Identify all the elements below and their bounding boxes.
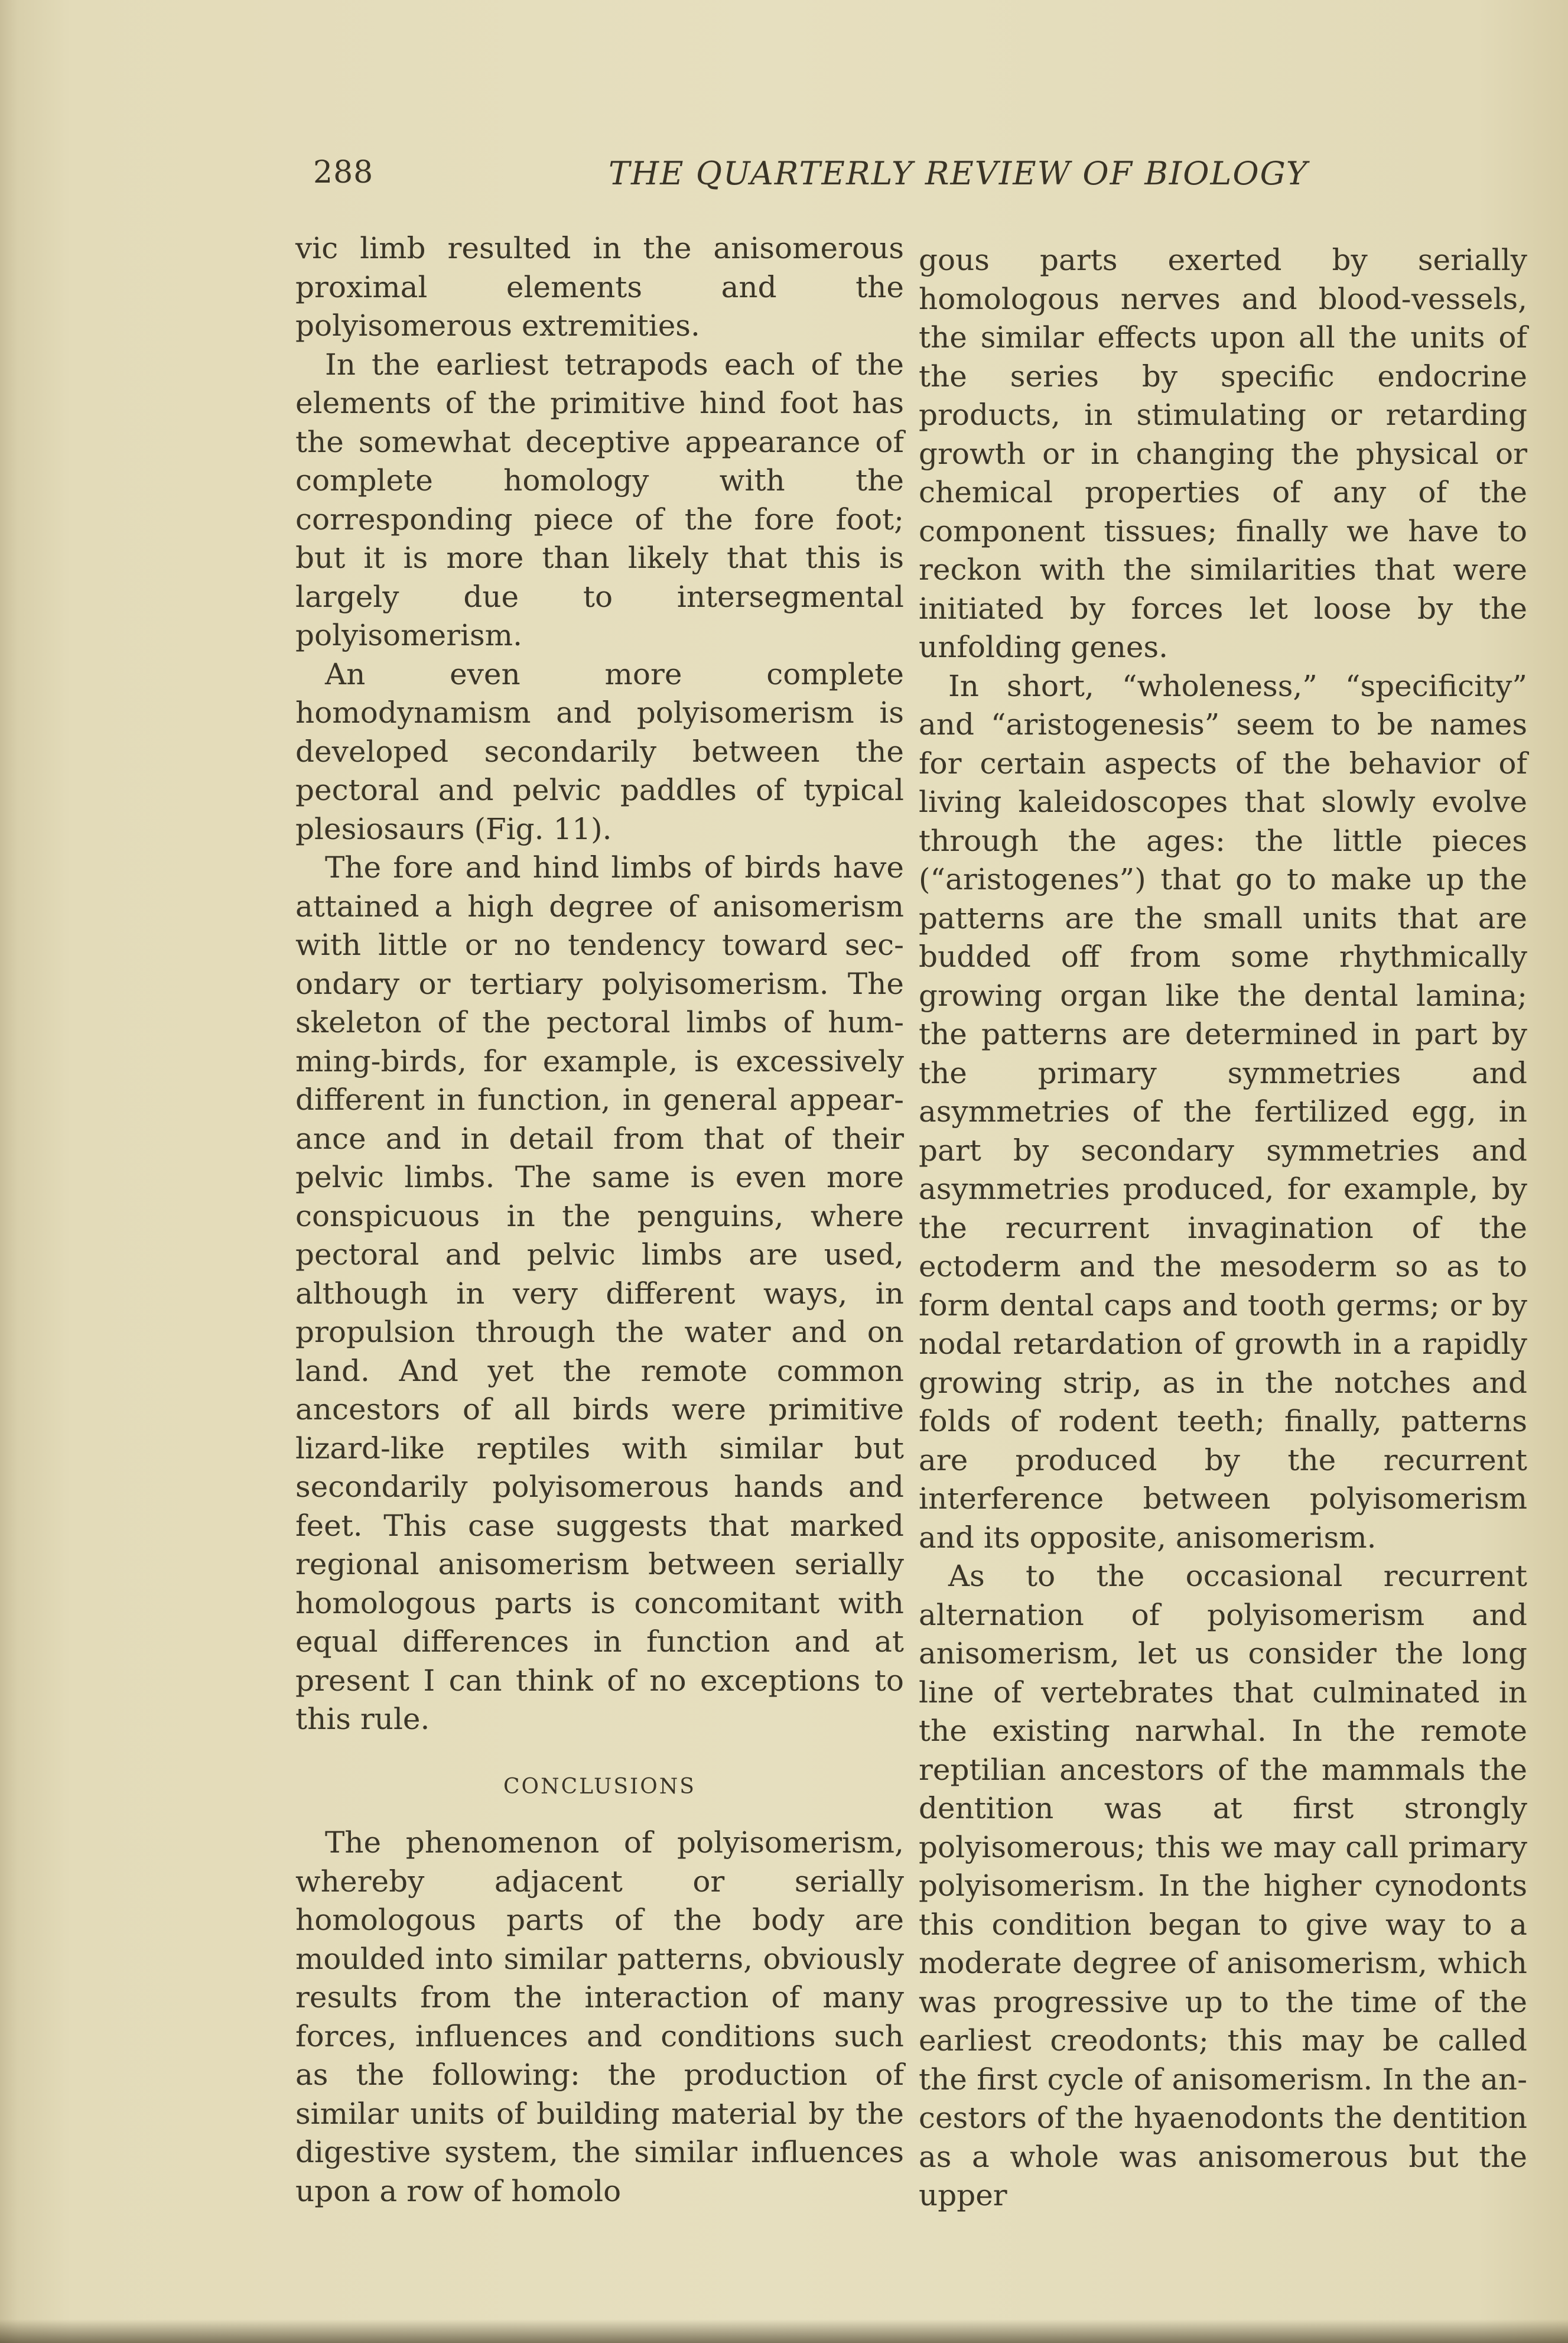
left-column [295,229,904,2211]
paragraph: An even more complete homodynamism and polyisomerism is developed secondarily between the pectoral and pelvic paddles of typical plesiosaurs (Fig. 11). [295,657,904,846]
running-head: THE QUARTERLY REVIEW OF BIOLOGY [609,155,1309,192]
paragraph: The fore and hind limbs of birds have attained a high degree of anisomerism with little or no tendency toward secondary or tertiary polyisomerism. The skeleton of the pectoral limbs of humming-birds, for example, is excessively different in function, in general appearance and in detail from that of their pelvic limbs. The same is even more conspicuous in the penguins, where pectoral and pelvic limbs are used, although in very different ways, in propulsion through the water and on land. And yet the remote common ancestors of all birds were primitive lizard-like reptiles with similar but secondarily polyisomerous hands and feet. This case suggests that marked regional anisomerism between serially homologous parts is concomitant with equal differences in function and at present I can think of no exceptions to this rule. [295,850,904,1736]
paragraph: As to the occasional recurrent alternation of polyisomerism and anisomerism, let us consider the long line of vertebrates that culminated in the existing narwhal. In the remote reptilian ancestors of the mammals the dentition was at first strongly polyisomerous; this we may call primary polyisomerism. In the higher cynodonts this condition began to give way to a moderate degree of anisomerism, which was progressive up to the time of the earliest creodonts; this may be called the first cycle of anisomerism. In the ancestors of the hyaenodonts the dentition as a whole was anisomerous but the upper [919,1559,1527,2212]
paragraph: In the earliest tetrapods each of the elements of the primitive hind foot has the somewhat deceptive appearance of complete homology with the corresponding piece of the fore foot; but it is more than likely that this is largely due to intersegmental polyisomerism. [295,347,904,652]
right-column [919,241,1527,2215]
paragraph: The phenomenon of polyisomerism, whereby adjacent or serially homologous parts of the body are moulded into similar patterns, obviously results from the interaction of many forces, influences and conditions such as the following: the production of similar units of building material by the digestive system, the similar influences upon a row of homolo [295,1825,904,2208]
paragraph: In short, “wholeness,” “specificity” and “aristogenesis” seem to be names for certain aspects of the behavior of living kaleidoscopes that slowly evolve through the ages: the little pieces (“aristogenes”) that go to make up the patterns are the small units that are budded off from some rhythmically growing organ like the dental lamina; the patterns are determined in part by the primary symmetries and asymmetries of the fertilized egg, in part by secondary symmetries and asymmetries produced, for example, by the recurrent invagination of the ectoderm and the mesoderm so as to form dental caps and tooth germs; or by nodal retardation of growth in a rapidly growing strip, as in the notches and folds of rodent teeth; finally, patterns are produced by the recurrent interference between polyisomerism and its opposite, anisomerism. [919,668,1527,1555]
paragraph: vic limb resulted in the anisomerous proximal elements and the polyisomerous extremities. [295,231,904,343]
page-number: 288 [313,155,374,190]
paragraph: gous parts exerted by serially homologous nerves and blood-vessels, the similar effects upon all the units of the series by specific endocrine products, in stimulating or retarding growth or in changing the physical or chemical properties of any of the component tissues; finally we have to reckon with the similarities that were initiated by forces let loose by the unfolding genes. [919,243,1527,664]
page-edge-shadow [0,2319,1568,2343]
section-heading-conclusions: CONCLUSIONS [503,1774,696,1799]
page-header [313,155,1536,202]
